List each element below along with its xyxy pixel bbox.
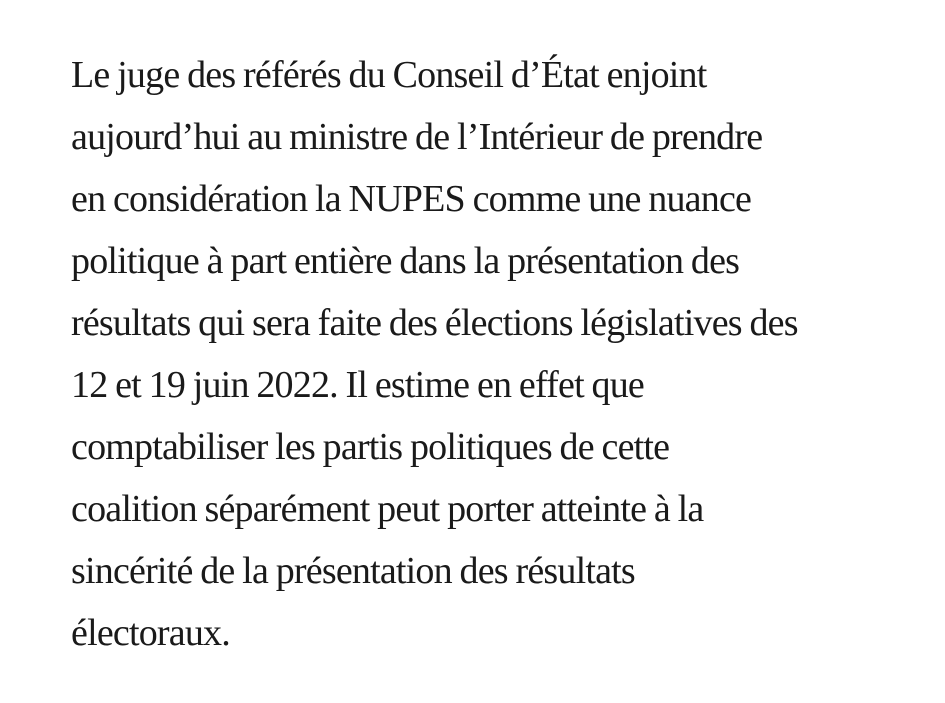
paragraph-line-5: résultats qui sera faite des élections législatives des — [71, 302, 798, 344]
paragraph-line-7: comptabiliser les partis politiques de cette — [71, 426, 670, 468]
paragraph-line-8: coalition séparément peut porter atteinte à la — [71, 488, 704, 530]
paragraph-line-9: sincérité de la présentation des résultats — [71, 550, 635, 592]
paragraph-line-1: Le juge des référés du Conseil d’État enjoint — [71, 54, 707, 96]
paragraph-line-2: aujourd’hui au ministre de l’Intérieur de prendre — [71, 116, 763, 158]
paragraph-line-6: 12 et 19 juin 2022. Il estime en effet que — [71, 364, 644, 406]
article-paragraph — [71, 44, 911, 664]
paragraph-line-4: politique à part entière dans la présentation des — [71, 240, 740, 282]
paragraph-line-10: électoraux. — [71, 612, 230, 654]
paragraph-line-3: en considération la NUPES comme une nuance — [71, 178, 752, 220]
